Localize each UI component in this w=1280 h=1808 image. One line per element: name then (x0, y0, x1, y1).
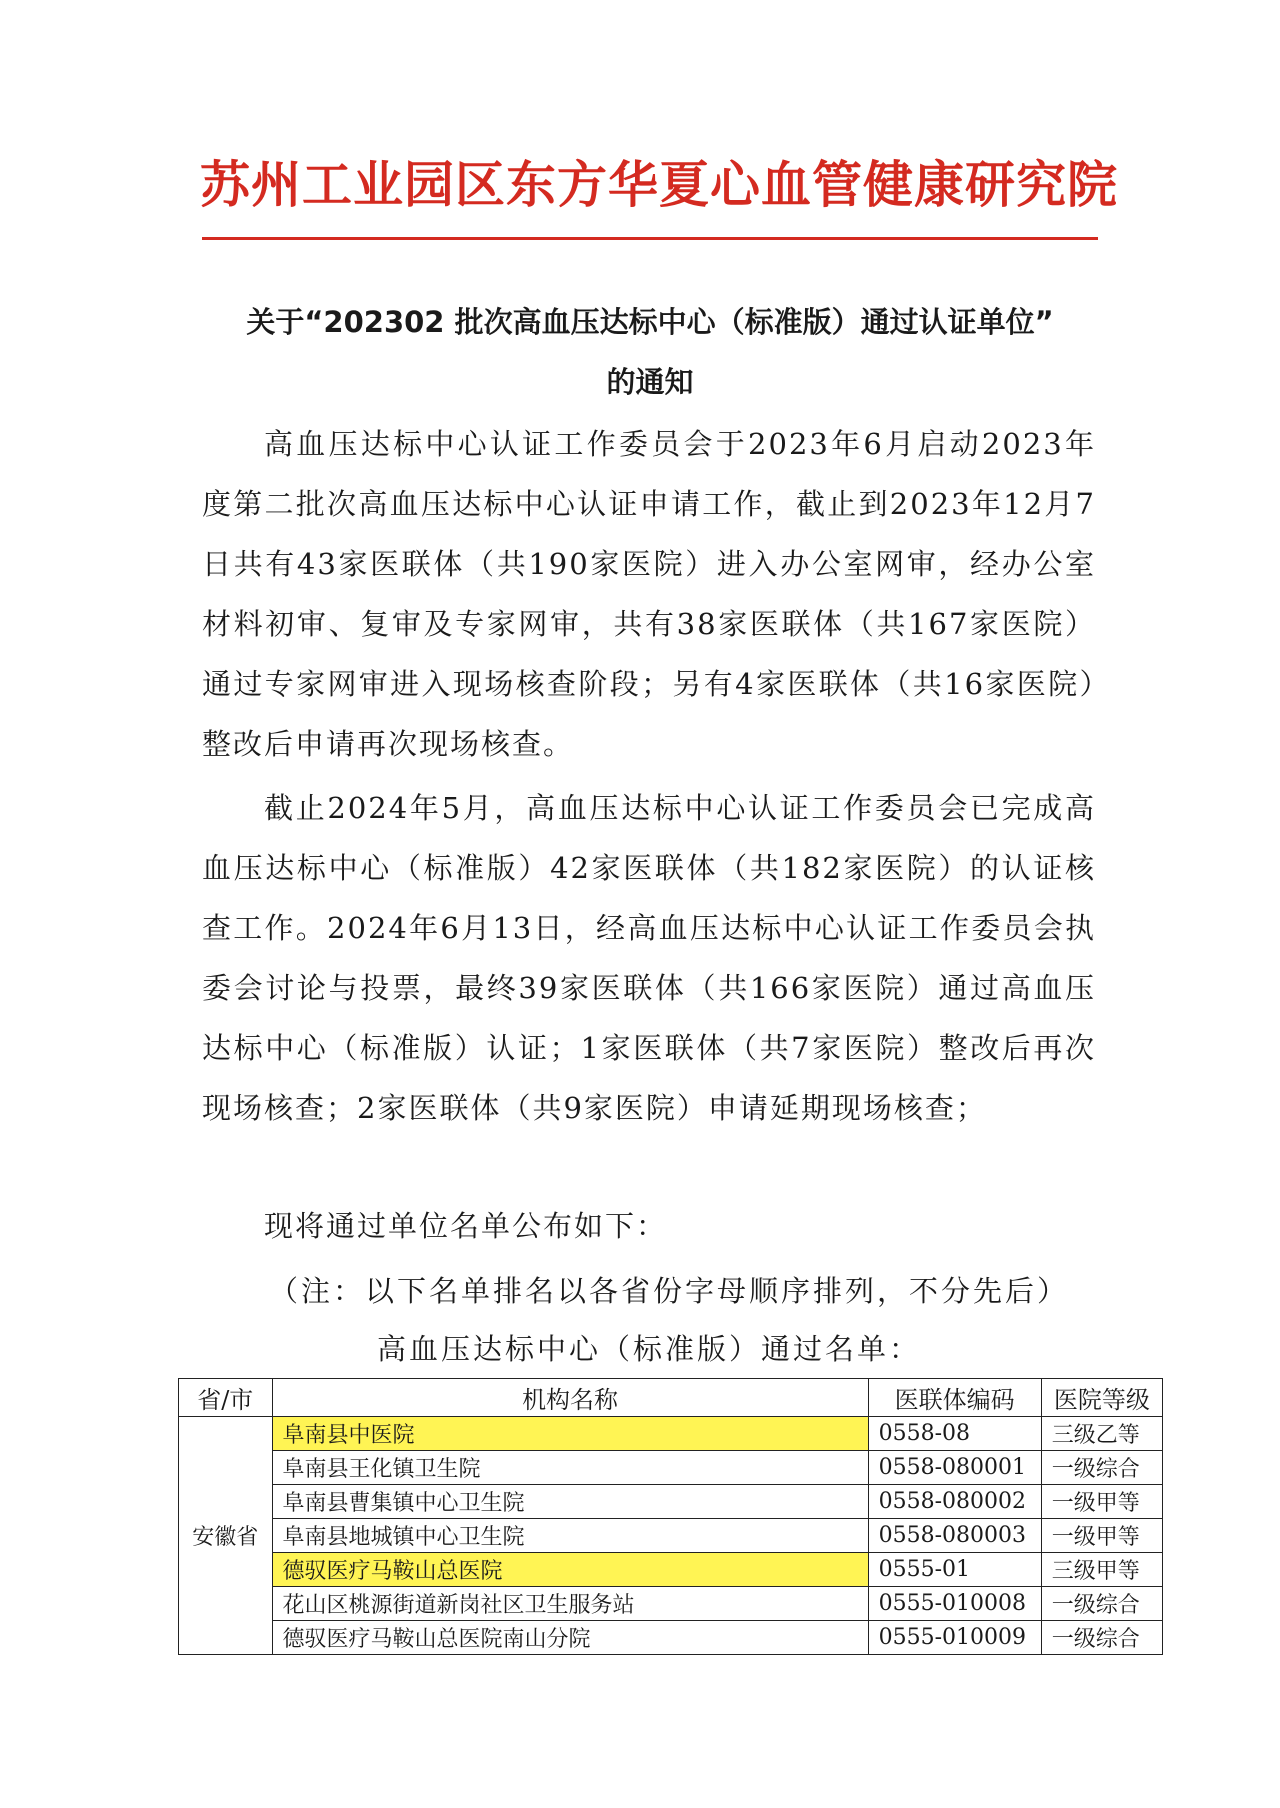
institution-name: 花山区桃源街道新岗社区卫生服务站 (272, 1587, 868, 1621)
institution-name: 阜南县中医院 (272, 1417, 868, 1451)
institution-name: 阜南县曹集镇中心卫生院 (272, 1485, 868, 1519)
table-row (179, 1587, 1163, 1621)
institution-name: 阜南县地城镇中心卫生院 (272, 1519, 868, 1553)
notice-title-line-1: 关于“202302 批次高血压达标中心（标准版）通过认证单位” (246, 305, 1054, 339)
table-row (179, 1417, 1163, 1451)
table-header-row (179, 1379, 1163, 1417)
table-row (179, 1553, 1163, 1587)
letterhead-red-rule (202, 237, 1098, 240)
header-province: 省/市 (179, 1379, 273, 1417)
union-code: 0555-010008 (868, 1587, 1041, 1621)
certified-units-table (178, 1378, 1163, 1655)
hospital-grade: 三级甲等 (1041, 1553, 1162, 1587)
union-code: 0558-080001 (868, 1451, 1041, 1485)
institution-name: 德驭医疗马鞍山总医院 (272, 1553, 868, 1587)
notice-title (200, 292, 1100, 412)
hospital-grade: 一级甲等 (1041, 1519, 1162, 1553)
letterhead-org-name: 苏州工业园区东方华夏心血管健康研究院 (200, 156, 1118, 214)
hospital-grade: 一级甲等 (1041, 1485, 1162, 1519)
union-code: 0555-01 (868, 1553, 1041, 1587)
table-row (179, 1451, 1163, 1485)
hospital-grade: 一级综合 (1041, 1587, 1162, 1621)
list-title: 高血压达标中心（标准版）通过名单： (376, 1332, 921, 1366)
institution-name: 德驭医疗马鞍山总医院南山分院 (272, 1621, 868, 1655)
header-code: 医联体编码 (868, 1379, 1041, 1417)
table-row (179, 1485, 1163, 1519)
hospital-grade: 一级综合 (1041, 1451, 1162, 1485)
union-code: 0558-080003 (868, 1519, 1041, 1553)
body-paragraph-1: 高血压达标中心认证工作委员会于2023年6月启动2023年度第二批次高血压达标中心认证申请工作，截止到2023年12月7日共有43家医联体（共190家医院）进入办公室网审，经办公室材料初审、复审及专家网审，共有38家医联体（共167家医院）通过专家网审进入现场核查阶段；另有4家医联体（共16家医院）整改后申请再次现场核查。 (202, 427, 1096, 761)
body-paragraph-2: 截止2024年5月，高血压达标中心认证工作委员会已完成高血压达标中心（标准版）42家医联体（共182家医院）的认证核查工作。2024年6月13日，经高血压达标中心认证工作委员会执委会讨论与投票，最终39家医联体（共166家医院）通过高血压达标中心（标准版）认证；1家医联体（共7家医院）整改后再次现场核查；2家医联体（共9家医院）申请延期现场核查； (202, 791, 1096, 1125)
institution-name: 阜南县王化镇卫生院 (272, 1451, 868, 1485)
table-row (179, 1519, 1163, 1553)
body-paragraph-3: 现将通过单位名单公布如下： (264, 1209, 668, 1243)
table-row (179, 1621, 1163, 1655)
union-code: 0555-010009 (868, 1621, 1041, 1655)
notice-title-line-2: 的通知 (606, 365, 694, 399)
header-institution: 机构名称 (272, 1379, 868, 1417)
header-grade: 医院等级 (1041, 1379, 1162, 1417)
ordering-note: （注：以下名单排名以各省份字母顺序排列，不分先后） (268, 1274, 1069, 1308)
union-code: 0558-08 (868, 1417, 1041, 1451)
hospital-grade: 三级乙等 (1041, 1417, 1162, 1451)
union-code: 0558-080002 (868, 1485, 1041, 1519)
table-body (179, 1417, 1163, 1655)
province-cell: 安徽省 (179, 1417, 273, 1655)
hospital-grade: 一级综合 (1041, 1621, 1162, 1655)
